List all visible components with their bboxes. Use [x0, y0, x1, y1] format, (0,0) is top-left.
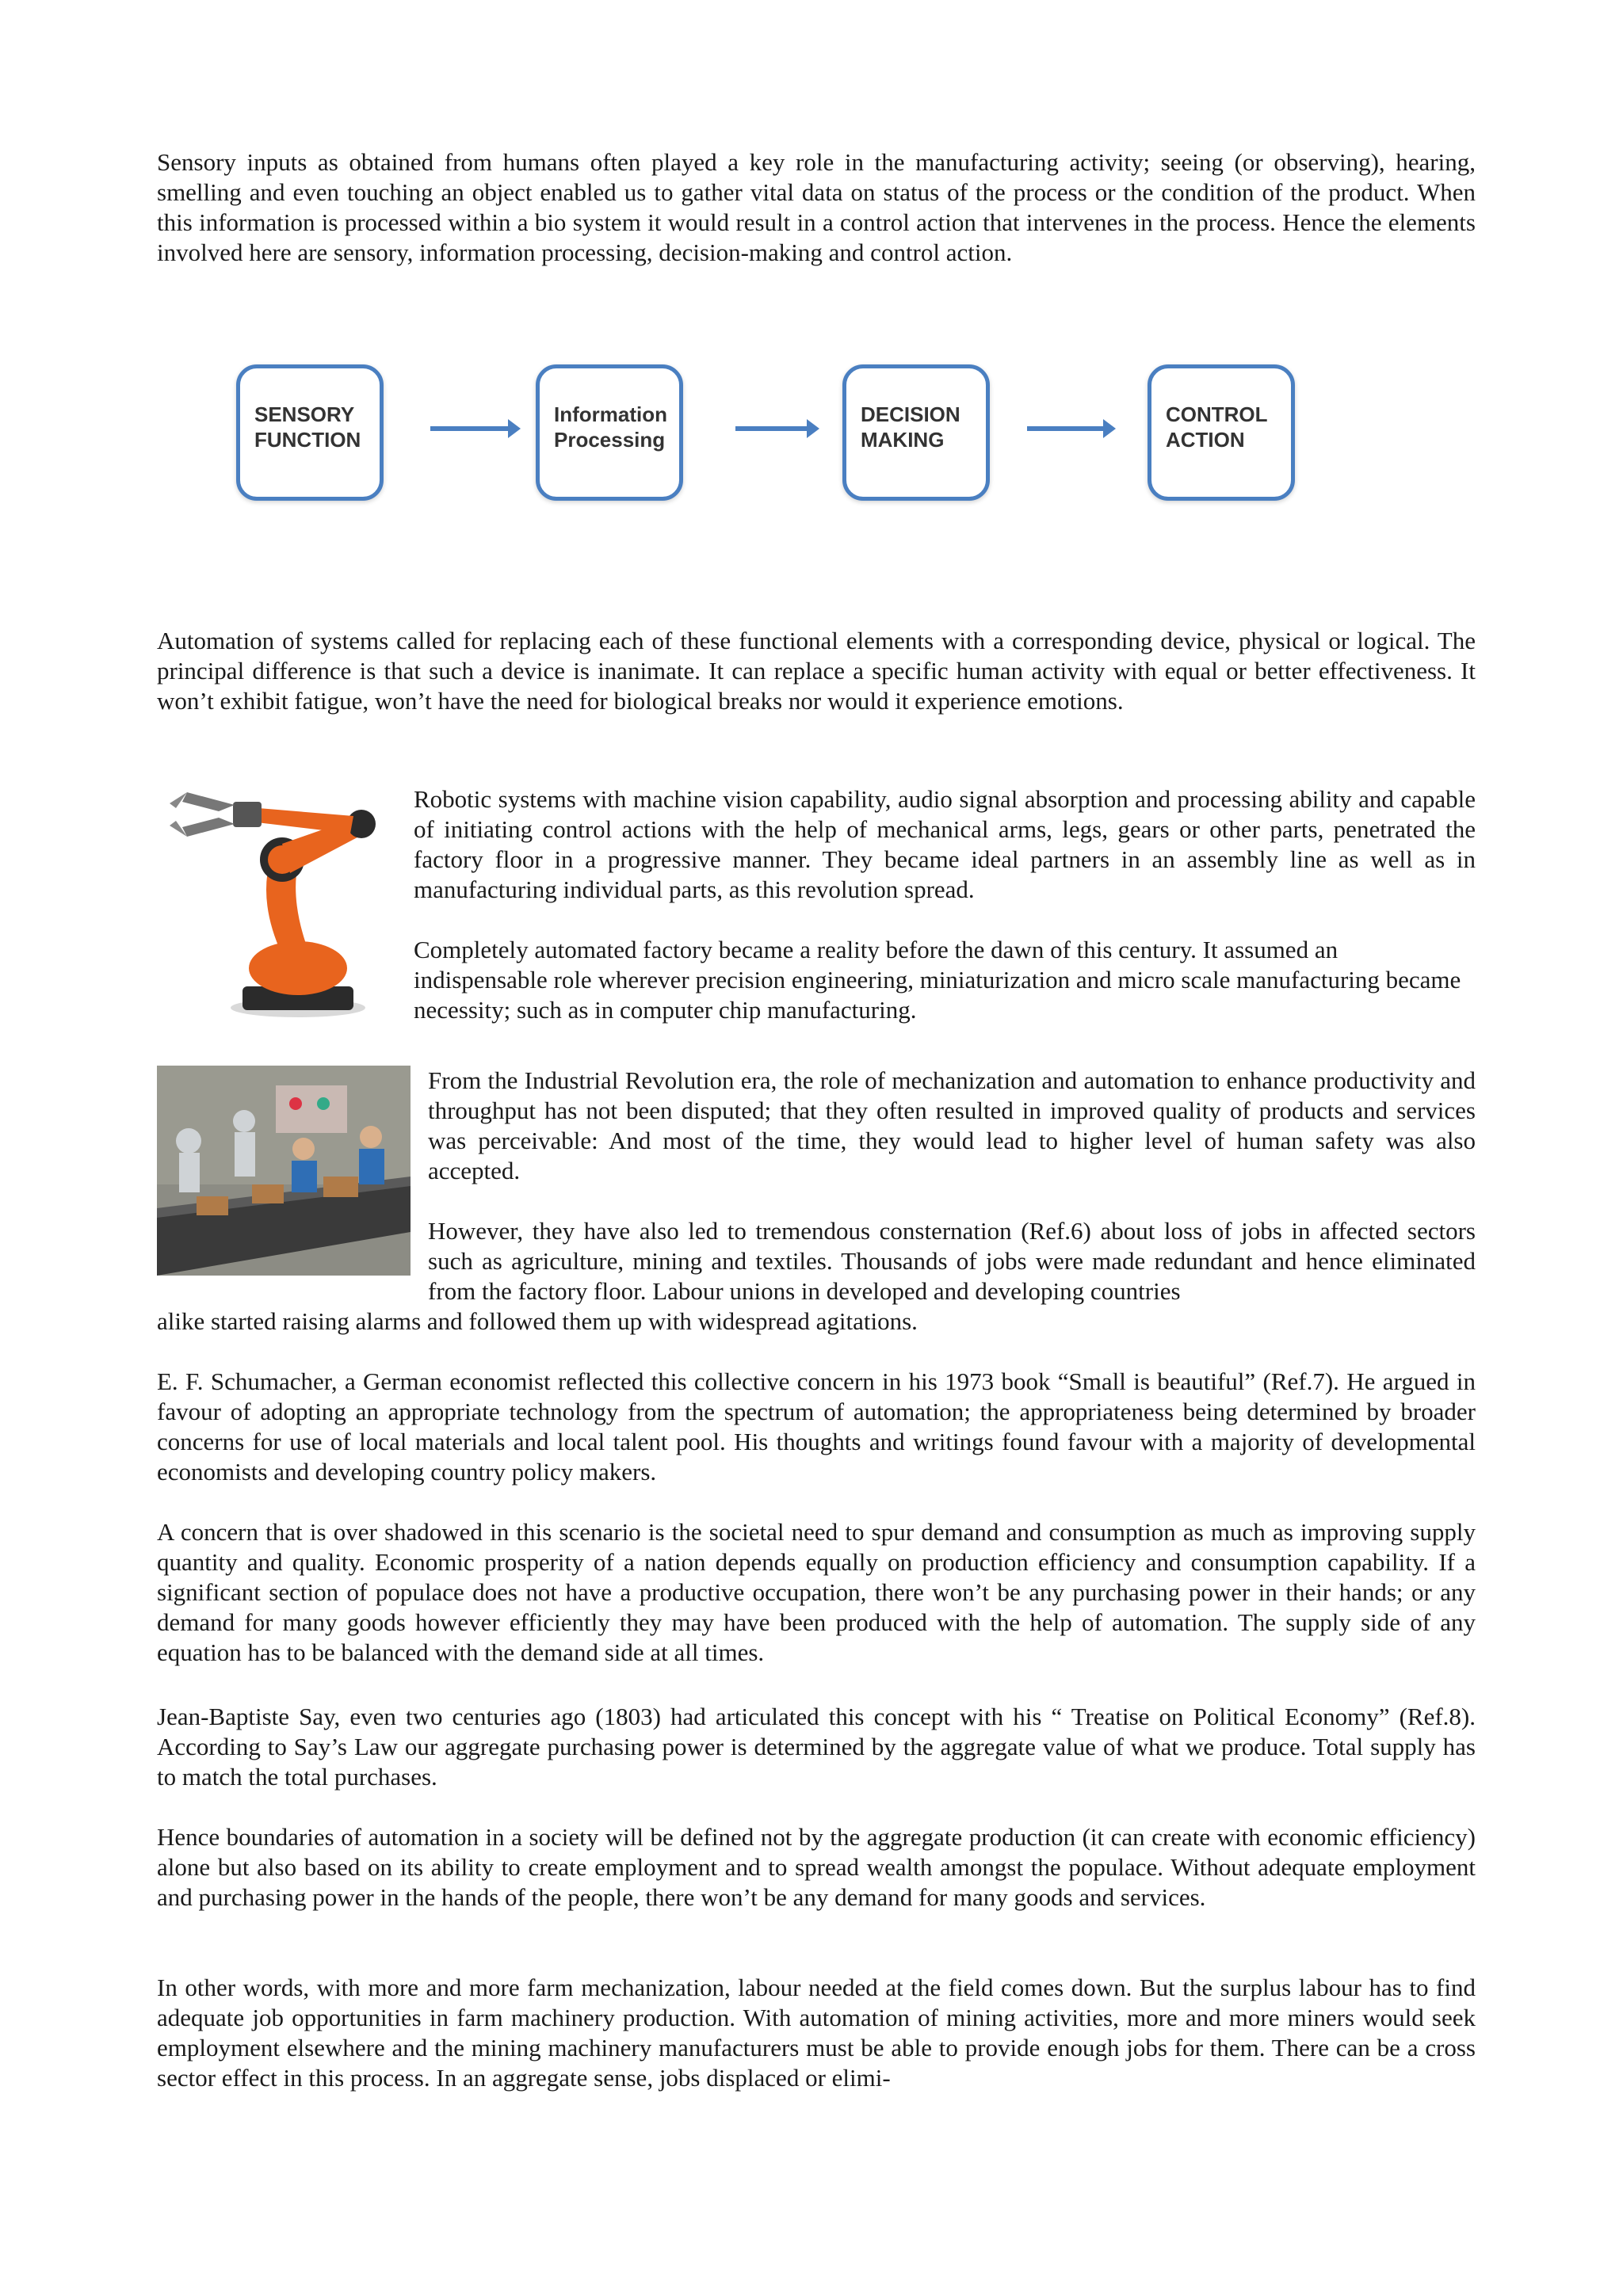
- paragraph-boundaries-automation: Hence boundaries of automation in a society will be defined not by the aggregate production (it can create with economic efficiency) alone but also based on its ability to create employment and to spread wealth amongst the populace. Without adequate employment and purchasing power in the hands of the people, there won’t be any demand for many goods and services.: [157, 1823, 1476, 1911]
- paragraph-say-law: Jean-Baptiste Say, even two centuries ago (1803) had articulated this concept with his “ Treatise on Political Economy” (Ref.8). According to Say’s Law our aggregate purchasing power is determined by the aggregate value of what we produce. Total supply has to match the total purchases.: [157, 1703, 1476, 1791]
- arrow-right-icon: [735, 426, 808, 431]
- paragraph-robotic-systems: Robotic systems with machine vision capability, audio signal absorption and processing ability and capable of initiating control actions with the help of mechanical arms, legs, gears or other parts, penetrated the factory floor in a progressive manner. They became ideal partners in an assembly line as well as in manufacturing individual parts, as this revolution spread.: [414, 785, 1476, 903]
- arrow-right-icon: [1027, 426, 1105, 431]
- paragraph-societal-need: A concern that is over shadowed in this scenario is the societal need to spur demand and consumption as much as improving supply quantity and quality. Economic prosperity of a nation depends equally on production efficiency and consumption capability. If a significant section of populace does not have a productive occupation, there won’t be any purchasing power in their hands; or any demand for many goods however efficiently they may have been produced with the help of automation. The supply side of any equation has to be balanced with the demand side at all times.: [157, 1518, 1476, 1666]
- robot-arm-image: [163, 784, 401, 1022]
- paragraph-automated-factory: Completely automated factory became a reality before the dawn of this century. It assumed an indispensable role wherever precision engineering, miniaturization and micro scale manufacturing became necessity; such as in computer chip manufacturing.: [414, 936, 1461, 1024]
- paragraph-farm-mechanization: In other words, with more and more farm mechanization, labour needed at the field comes down. But the surplus labour has to find adequate job opportunities in farm machinery production. With automation of mining activities, more and more miners would seek employment elsewhere and the mining machinery manufacturers must be able to provide enough jobs for them. There can be a cross sector effect in this process. In an aggregate sense, jobs displaced or elimi-: [157, 1974, 1476, 2092]
- factory-assembly-image: [157, 1066, 411, 1276]
- paragraph-consternation: However, they have also led to tremendous consternation (Ref.6) about loss of jobs in affected sectors such as agriculture, mining and textiles. Thousands of jobs were made redundant and hence eliminated from the factory floor. Labour unions in developed and developing countries: [428, 1217, 1476, 1305]
- paragraph-industrial-revolution: From the Industrial Revolution era, the role of mechanization and automation to enhance productivity and throughput has not been disputed; that they often resulted in improved quality of products and services was perceivable: And most of the time, they would lead to higher level of human safety was also accepted.: [428, 1066, 1476, 1184]
- paragraph-sensory-inputs: Sensory inputs as obtained from humans often played a key role in the manufacturing activity; seeing (or observing), hearing, smelling and even touching an object enabled us to gather vital data on status of the process or the condition of the product. When this information is processed within a bio system it would result in a control action that intervenes in the process. Hence the elements involved here are sensory, information processing, decision-making and control action.: [157, 148, 1476, 266]
- box-sensory-function: SENSORY FUNCTION: [236, 364, 384, 501]
- paragraph-schumacher: E. F. Schumacher, a German economist reflected this collective concern in his 1973 book “Small is beautiful” (Ref.7). He argued in favour of adopting an appropriate technology from the spectrum of automation; the appropriateness being determined by broader concerns for use of local materials and local talent pool. His thoughts and writings found favour with a majority of developmental economists and developing country policy makers.: [157, 1367, 1476, 1486]
- box-information-processing: Information Processing: [536, 364, 683, 501]
- arrow-right-icon: [430, 426, 510, 431]
- process-flow-diagram: [157, 349, 1476, 523]
- box-decision-making: DECISION MAKING: [842, 364, 990, 501]
- box-control-action: CONTROL ACTION: [1148, 364, 1295, 501]
- paragraph-automation-systems: Automation of systems called for replacing each of these functional elements with a corresponding device, physical or logical. The principal difference is that such a device is inanimate. It can replace a specific human activity with equal or better effectiveness. It won’t exhibit fatigue, won’t have the need for biological breaks nor would it experience emotions.: [157, 627, 1476, 715]
- paragraph-consternation-continued: alike started raising alarms and followed them up with widespread agitations.: [157, 1307, 918, 1335]
